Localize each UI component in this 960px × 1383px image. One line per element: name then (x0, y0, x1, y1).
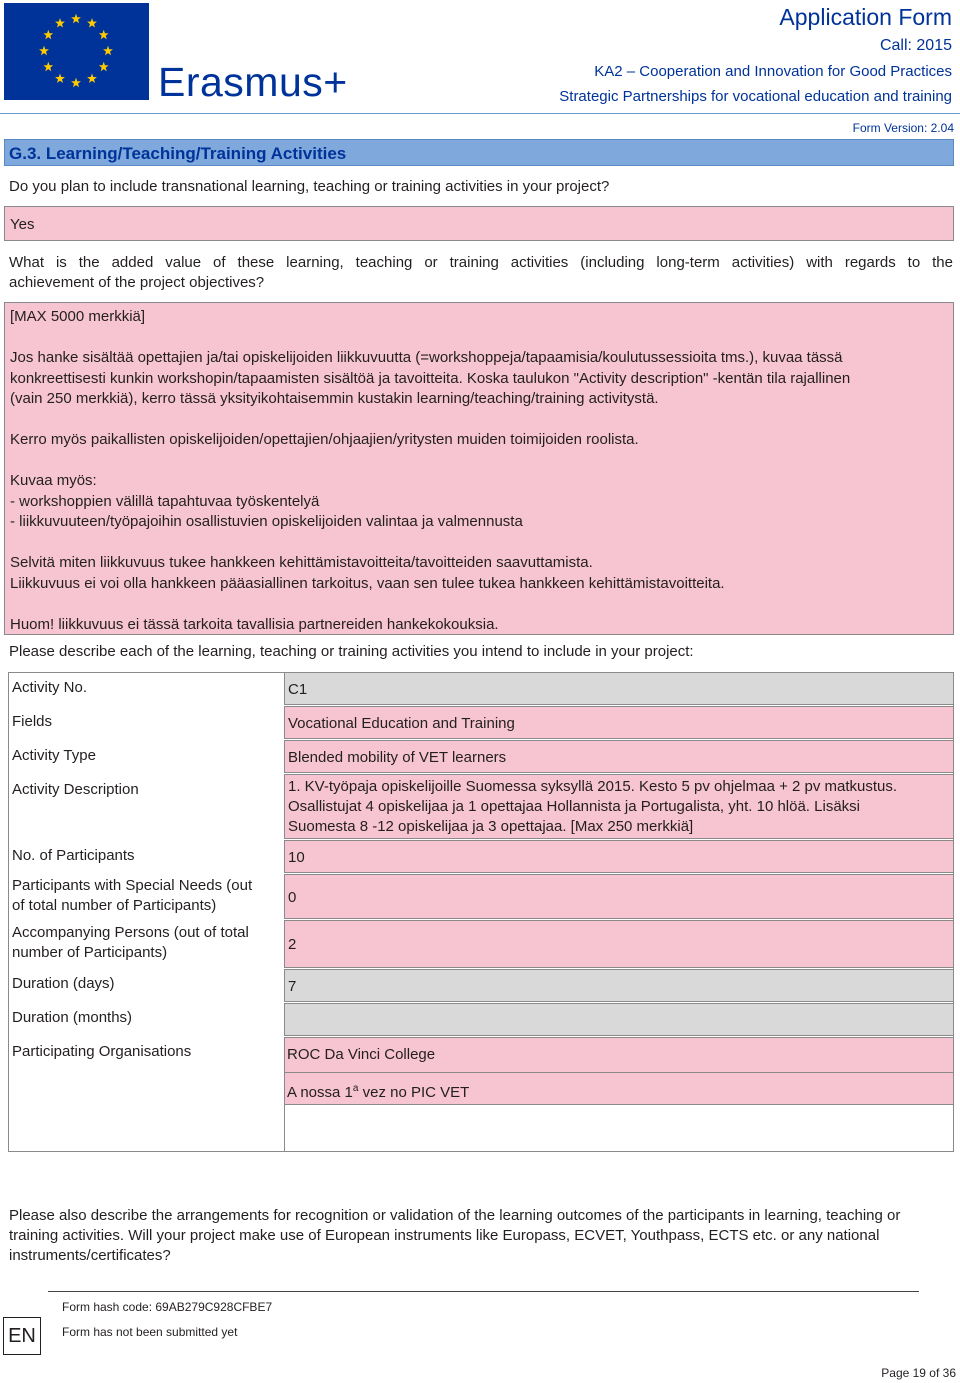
label-fields: Fields (12, 713, 53, 730)
page-number: Page 19 of 36 (881, 1366, 956, 1380)
label-accompanying-line2: number of Participants) (12, 944, 168, 961)
header-divider (0, 113, 960, 114)
answer-added-value[interactable] (4, 302, 954, 635)
field-activity-no: C1 (284, 672, 954, 705)
organisation-name: A nossa 1$^a$ vez no PIC VET (287, 1083, 470, 1101)
form-version: Form Version: 2.04 (852, 121, 954, 135)
label-duration-months: Duration (months) (12, 1009, 133, 1026)
label-accompanying-persons (12, 923, 249, 963)
form-hash-code: Form hash code: 69AB279C928CFBE7 (62, 1300, 273, 1314)
footer-divider (48, 1291, 919, 1292)
field-activity-description[interactable]: 1. KV-työpaja opiskelijoille Suomessa syksyllä 2015. Kesto 5 pv ohjelmaa + 2 pv matkustus. Osallistujat 4 opiskelijaa ja 1 opettajaa Hollannista ja Portugalista, yht. 10 hlöä. Lisäksi Suomesta 8 -12 opiskelijaa ja 3 opettajaa. [Max 250 merkkiä] (284, 774, 954, 839)
erasmus-plus-logo: Erasmus+ (158, 59, 348, 105)
language-indicator: EN (3, 1317, 41, 1355)
field-special-needs[interactable]: 0 (284, 874, 954, 919)
question-transnational-activities: Do you plan to include transnational learning, teaching or training activities in your project? (9, 178, 610, 195)
field-accompanying-persons[interactable]: 2 (284, 920, 954, 968)
label-accompanying-line1: Accompanying Persons (out of total (12, 924, 249, 941)
label-activity-type: Activity Type (12, 747, 96, 764)
field-duration-months (284, 1003, 954, 1036)
label-special-needs (12, 876, 252, 916)
answer-added-value-text: [MAX 5000 merkkiä] Jos hanke sisältää opettajien ja/tai opiskelijoiden liikkuvuutta (=workshoppeja/tapaamisia/koulutussessioita tms.), kuvaa tässä konkreettisesti kunkin workshopin/tapaamisten sisältöä ja tavoitteita. Koska taulukon "Activity description" -kentän tila rajallinen (vain 250 merkkiä), kerro tässä yksityikohtaisemmin kustakin learning/teaching/training activitystä. Kerro myös paikallisten opiskelijoiden/opettajien/ohjaajien/yritysten muiden toimijoiden roolista. Kuvaa myös: - workshoppien välillä tapahtuvaa työskentelyä - liikkuvuuteen/työpajoihin osallistuvien opiskelijoiden valintaa ja valmennusta Selvitä miten liikkuvuus tukee hankkeen kehittämistavoitteita/tavoitteiden saavuttamista. Liikkuvuus ei voi olla hankkeen pääasiallinen tarkoitus, vaan sen tulee tukea hankkeen kehittämistavoitteita. Huom! liikkuvuus ei tässä tarkoita tavallisia partnereiden hankekokouksia. (10, 308, 851, 633)
section-title: G.3. Learning/Teaching/Training Activities (4, 139, 954, 166)
question-recognition: Please also describe the arrangements for recognition or validation of the learning outcomes of the participants in learning, teaching or training activities. Will your project make use of European instruments like Europass, ECVET, Youthpass, ECTS etc. or any national instruments/certificates? (9, 1207, 901, 1264)
organisation-row[interactable] (285, 1038, 953, 1073)
question-added-value (9, 253, 953, 293)
label-special-needs-line2: of total number of Participants) (12, 897, 217, 914)
label-special-needs-line1: Participants with Special Needs (out (12, 877, 253, 894)
question-added-value-line2: achievement of the project objectives? (9, 274, 265, 291)
label-duration-days: Duration (days) (12, 975, 115, 992)
call-year: Call: 2015 (879, 37, 952, 54)
field-no-of-participants[interactable]: 10 (284, 840, 954, 873)
field-activity-type[interactable]: Blended mobility of VET learners (284, 740, 954, 773)
question-describe-activities: Please describe each of the learning, teaching or training activities you intend to include in your project: (9, 643, 694, 660)
label-activity-description: Activity Description (12, 781, 139, 798)
answer-transnational-activities[interactable]: Yes (4, 206, 954, 241)
submission-status: Form has not been submitted yet (62, 1325, 238, 1339)
organisations-list (284, 1037, 954, 1152)
organisation-name: ROC Da Vinci College (287, 1046, 436, 1063)
key-action: KA2 – Cooperation and Innovation for Good Practices (594, 63, 952, 80)
field-duration-days: 7 (284, 969, 954, 1002)
form-title: Application Form (779, 4, 952, 30)
question-added-value-line1: What is the added value of these learning, teaching or training activities (including long-term activities) with regards to the (9, 254, 953, 271)
organisation-row[interactable] (285, 1073, 953, 1105)
label-no-of-participants: No. of Participants (12, 847, 135, 864)
label-activity-no: Activity No. (12, 679, 88, 696)
field-fields[interactable]: Vocational Education and Training (284, 706, 954, 739)
eu-flag-logo (4, 3, 149, 100)
sub-action: Strategic Partnerships for vocational education and training (559, 88, 952, 105)
label-participating-organisations: Participating Organisations (12, 1043, 192, 1060)
